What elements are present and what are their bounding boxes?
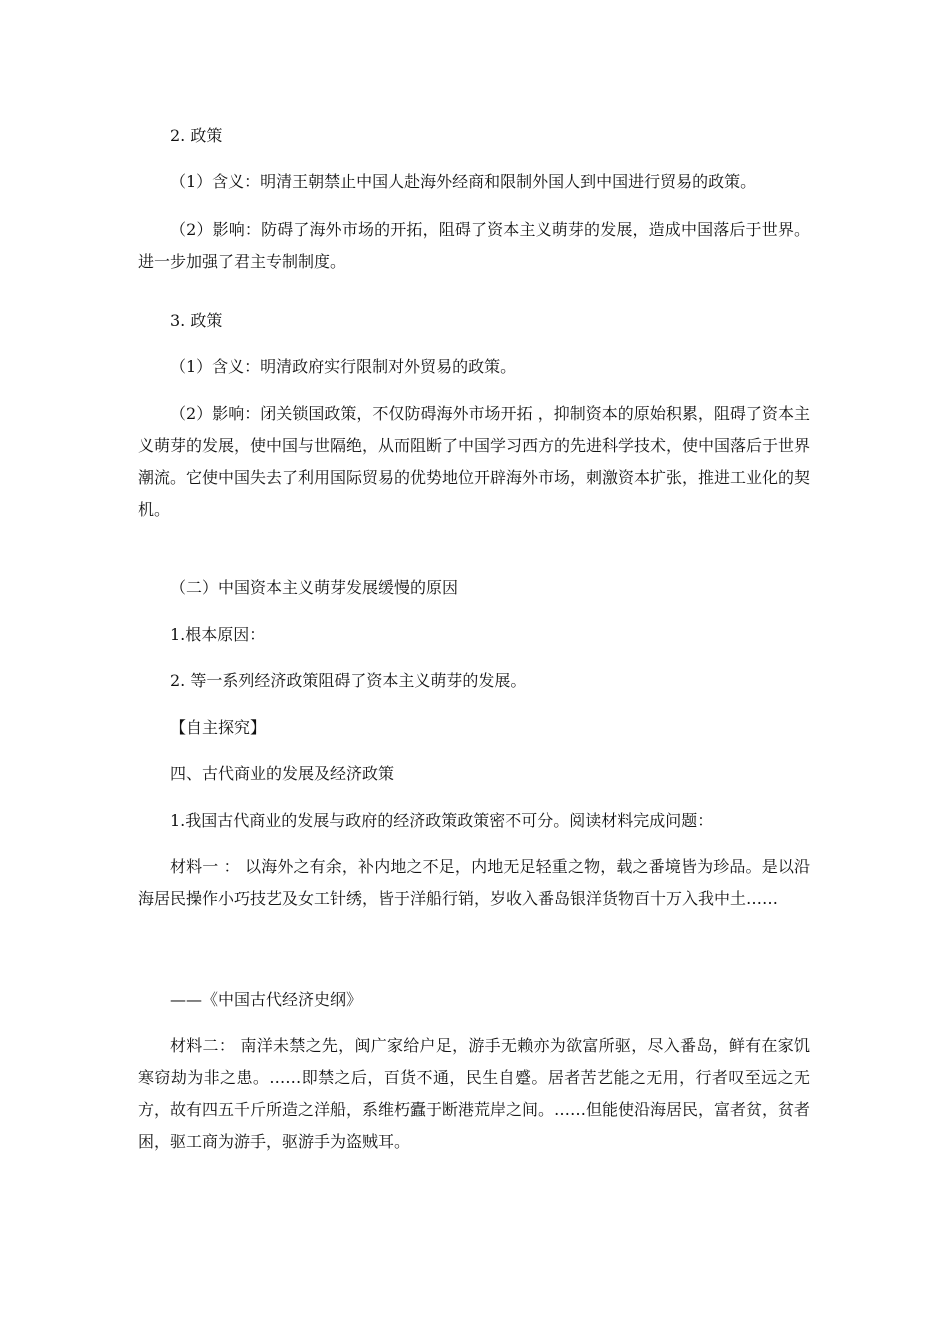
policies-line: 2. 等一系列经济政策阻碍了资本主义萌芽的发展。 <box>170 671 527 690</box>
question-prompt: 1.我国古代商业的发展与政府的经济政策政策密不可分。阅读材料完成问题： <box>170 811 714 830</box>
material-two: 材料二： 南洋未禁之先，闽广家给户足，游手无赖亦为欲富所驱，尽入番岛，鲜有在家饥寒窃劫为非之患。……即禁之后，百货不通，民生自蹙。居者苦艺能之无用，行者叹至远之无方，故有四五千斤所造之洋船，系维朽蠹于断港荒岸之间。……但能使沿海居民，富者贫，贫者困，驱工商为游手，驱游手为盗贼耳。 <box>138 1036 811 1151</box>
policy-2-impact: （2）影响：防碍了海外市场的开拓，阻碍了资本主义萌芽的发展，造成中国落后于世界。 进一步加强了君主专制制度。 <box>138 220 810 271</box>
section-heading-commerce: 四、古代商业的发展及经济政策 <box>170 764 395 783</box>
section-heading-policy-3: 3. 政策 <box>170 311 223 330</box>
policy-2-meaning: （1）含义：明清王朝禁止中国人赴海外经商和限制外国人到中国进行贸易的政策。 <box>170 172 757 191</box>
material-one-source: ——《中国古代经济史纲》 <box>170 990 363 1009</box>
material-one: 材料一 ： 以海外之有余，补内地之不足，内地无足轻重之物，载之番境皆为珍品。是以沿海居民操作小巧技艺及女工针绣，皆于洋船行销，岁收入番岛银洋货物百十万入我中土…… <box>138 857 810 908</box>
root-cause-line: 1.根本原因： <box>170 625 266 644</box>
section-heading-policy-2: 2. 政策 <box>170 126 223 145</box>
policy-3-impact: （2）影响：闭关锁国政策，不仅防碍海外市场开拓 ，抑制资本的原始积累，阻碍了资本主义萌芽的发展，使中国与世隔绝，从而阻断了中国学习西方的先进科学技术，使中国落后于世界潮流。它使中国失去了利用国际贸易的优势地位开辟海外市场，刺激资本扩张，推进工业化的契机。 <box>138 404 811 519</box>
self-exploration-heading: 【自主探究】 <box>170 718 267 737</box>
subsection-heading-reasons: （二）中国资本主义萌芽发展缓慢的原因 <box>170 578 459 597</box>
policy-3-meaning: （1）含义：明清政府实行限制对外贸易的政策。 <box>170 357 517 376</box>
